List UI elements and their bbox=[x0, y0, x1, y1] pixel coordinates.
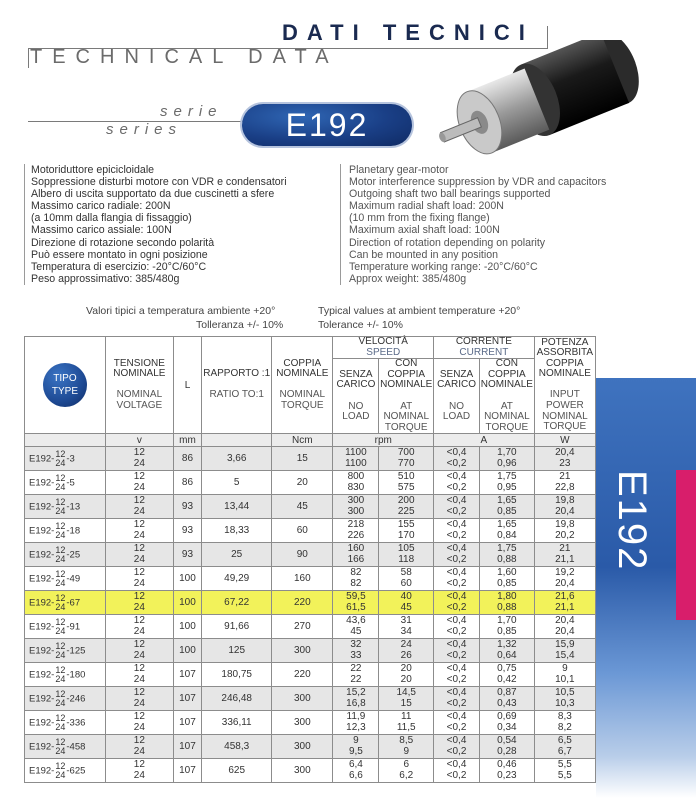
cell-nt_rpm: 40 45 bbox=[379, 591, 434, 615]
cell-nl_rpm: 9 9,5 bbox=[333, 735, 379, 759]
cell-nt_rpm: 11 11,5 bbox=[379, 711, 434, 735]
header-potenza: POTENZA ASSORBITA COPPIA NOMINALE INPUT POWER NOMINAL TORQUE bbox=[534, 337, 595, 434]
header-rapporto: RAPPORTO :1 RATIO TO:1 bbox=[202, 337, 272, 434]
cell-torque: 160 bbox=[272, 567, 333, 591]
cell-model: E192- 12 24 -246 bbox=[25, 687, 106, 711]
cell-ratio: 246,48 bbox=[202, 687, 272, 711]
cell-nt_a: 0,46 0,23 bbox=[480, 759, 535, 783]
specs-italian: Motoriduttore epicicloidale Soppressione disturbi motore con VDR e condensatori Albero di uscita supportato da due cuscinetti a sfere Massimo carico radiale: 200N (a 10mm dalla flangia di fissaggio) Massimo carico assiale: 100N Direzione di rotazione secondo polarità Può essere montato in ogni posizione Temperatura di esercizio: -20°C/60°C Peso approssimativo: 385/480g bbox=[24, 164, 331, 285]
cell-voltage: 12 24 bbox=[105, 735, 173, 759]
cell-voltage: 12 24 bbox=[105, 759, 173, 783]
table-row bbox=[25, 639, 596, 663]
cell-model: E192- 12 24 -180 bbox=[25, 663, 106, 687]
cell-model: E192- 12 24 -125 bbox=[25, 639, 106, 663]
cell-ratio: 3,66 bbox=[202, 447, 272, 471]
cell-nl_rpm: 800 830 bbox=[333, 471, 379, 495]
cell-w: 9 10,1 bbox=[534, 663, 595, 687]
cell-voltage: 12 24 bbox=[105, 471, 173, 495]
cell-nt_a: 0,87 0,43 bbox=[480, 687, 535, 711]
tolerance-en: Tolerance +/- 10% bbox=[318, 319, 403, 331]
cell-nl_a: <0,4 <0,2 bbox=[434, 543, 480, 567]
header-tipo bbox=[25, 337, 106, 434]
cell-nl_a: <0,4 <0,2 bbox=[434, 567, 480, 591]
cell-nt_rpm: 105 118 bbox=[379, 543, 434, 567]
cell-length: 100 bbox=[173, 615, 201, 639]
cell-ratio: 125 bbox=[202, 639, 272, 663]
cell-ratio: 18,33 bbox=[202, 519, 272, 543]
cell-nt_rpm: 20 20 bbox=[379, 663, 434, 687]
cell-nt_rpm: 200 225 bbox=[379, 495, 434, 519]
cell-nt_a: 1,70 0,85 bbox=[480, 615, 535, 639]
header-tensione: TENSIONE NOMINALE NOMINAL VOLTAGE bbox=[105, 337, 173, 434]
unit-a: A bbox=[434, 434, 535, 447]
tipo-badge: TIPO TYPE bbox=[43, 363, 87, 407]
cell-torque: 220 bbox=[272, 591, 333, 615]
cell-nl_rpm: 82 82 bbox=[333, 567, 379, 591]
table-row bbox=[25, 447, 596, 471]
cell-model: E192- 12 24 -49 bbox=[25, 567, 106, 591]
cell-torque: 300 bbox=[272, 687, 333, 711]
unit-v: v bbox=[105, 434, 173, 447]
cell-nl_a: <0,4 <0,2 bbox=[434, 711, 480, 735]
cell-nl_rpm: 300 300 bbox=[333, 495, 379, 519]
cell-nt_a: 1,32 0,64 bbox=[480, 639, 535, 663]
cell-voltage: 12 24 bbox=[105, 591, 173, 615]
cell-torque: 300 bbox=[272, 639, 333, 663]
cell-voltage: 12 24 bbox=[105, 615, 173, 639]
cell-length: 107 bbox=[173, 735, 201, 759]
unit-rpm: rpm bbox=[333, 434, 434, 447]
cell-w: 6,5 6,7 bbox=[534, 735, 595, 759]
cell-nt_a: 0,54 0,28 bbox=[480, 735, 535, 759]
table-row bbox=[25, 495, 596, 519]
cell-nl_rpm: 59,5 61,5 bbox=[333, 591, 379, 615]
title-dati-tecnici: DATI TECNICI bbox=[282, 20, 534, 45]
cell-ratio: 49,29 bbox=[202, 567, 272, 591]
table-row bbox=[25, 711, 596, 735]
header-velocita: VELOCITÀ SPEED bbox=[333, 337, 434, 359]
table-row bbox=[25, 759, 596, 783]
cell-length: 100 bbox=[173, 591, 201, 615]
cell-torque: 270 bbox=[272, 615, 333, 639]
table-row bbox=[25, 615, 596, 639]
cell-length: 107 bbox=[173, 759, 201, 783]
cell-nt_rpm: 58 60 bbox=[379, 567, 434, 591]
tolerance-it: Tolleranza +/- 10% bbox=[196, 319, 284, 331]
header-speed-nominal: CON COPPIA NOMINALE AT NOMINAL TORQUE bbox=[380, 358, 433, 433]
cell-voltage: 12 24 bbox=[105, 687, 173, 711]
cell-nl_a: <0,4 <0,2 bbox=[434, 639, 480, 663]
cell-torque: 60 bbox=[272, 519, 333, 543]
cell-nt_rpm: 8,5 9 bbox=[379, 735, 434, 759]
cell-nt_a: 1,60 0,85 bbox=[480, 567, 535, 591]
cell-nl_a: <0,4 <0,2 bbox=[434, 735, 480, 759]
header-current-nominal: CON COPPIA NOMINALE AT NOMINAL TORQUE bbox=[480, 358, 533, 433]
cell-voltage: 12 24 bbox=[105, 447, 173, 471]
cell-nl_rpm: 22 22 bbox=[333, 663, 379, 687]
cell-torque: 300 bbox=[272, 759, 333, 783]
cell-model: E192- 12 24 -625 bbox=[25, 759, 106, 783]
cell-length: 107 bbox=[173, 711, 201, 735]
cell-w: 20,4 20,4 bbox=[534, 615, 595, 639]
cell-nt_rpm: 155 170 bbox=[379, 519, 434, 543]
cell-nl_rpm: 6,4 6,6 bbox=[333, 759, 379, 783]
gear-motor-image bbox=[420, 40, 680, 180]
cell-nl_rpm: 43,6 45 bbox=[333, 615, 379, 639]
cell-voltage: 12 24 bbox=[105, 567, 173, 591]
cell-voltage: 12 24 bbox=[105, 711, 173, 735]
specs-english: Planetary gear-motor Motor interference suppression by VDR and capacitors Outgoing shaft two ball bearings supported Maximum radial shaft load: 200N (10 mm from the fixing flange) Maximum axial shaft load: 100N Direction of rotation depending on polarity Can be mounted in any position Temperature working range: -20°C/60°C Approx weight: 385/480g bbox=[340, 164, 679, 285]
cell-nt_rpm: 14,5 15 bbox=[379, 687, 434, 711]
table-row bbox=[25, 735, 596, 759]
unit-blank bbox=[25, 434, 106, 447]
cell-torque: 300 bbox=[272, 735, 333, 759]
cell-length: 86 bbox=[173, 471, 201, 495]
cell-ratio: 180,75 bbox=[202, 663, 272, 687]
cell-nl_a: <0,4 <0,2 bbox=[434, 519, 480, 543]
cell-ratio: 458,3 bbox=[202, 735, 272, 759]
cell-nt_a: 0,75 0,42 bbox=[480, 663, 535, 687]
cell-torque: 90 bbox=[272, 543, 333, 567]
cell-length: 100 bbox=[173, 567, 201, 591]
cell-torque: 220 bbox=[272, 663, 333, 687]
cell-w: 21,6 21,1 bbox=[534, 591, 595, 615]
table-row bbox=[25, 591, 596, 615]
cell-torque: 15 bbox=[272, 447, 333, 471]
cell-model: E192- 12 24 -91 bbox=[25, 615, 106, 639]
header-speed-no-load: SENZA CARICO NO LOAD bbox=[333, 359, 379, 434]
unit-w: W bbox=[534, 434, 595, 447]
cell-length: 107 bbox=[173, 687, 201, 711]
side-series-label: E192 bbox=[610, 470, 654, 572]
cell-w: 21 21,1 bbox=[534, 543, 595, 567]
cell-voltage: 12 24 bbox=[105, 519, 173, 543]
cell-length: 93 bbox=[173, 495, 201, 519]
unit-mm: mm bbox=[173, 434, 201, 447]
cell-ratio: 67,22 bbox=[202, 591, 272, 615]
cell-voltage: 12 24 bbox=[105, 663, 173, 687]
cell-w: 8,3 8,2 bbox=[534, 711, 595, 735]
cell-ratio: 13,44 bbox=[202, 495, 272, 519]
table-row bbox=[25, 543, 596, 567]
title-technical-data: TECHNICAL DATA bbox=[30, 46, 339, 68]
cell-voltage: 12 24 bbox=[105, 639, 173, 663]
cell-ratio: 25 bbox=[202, 543, 272, 567]
cell-w: 21 22,8 bbox=[534, 471, 595, 495]
cell-length: 86 bbox=[173, 447, 201, 471]
cell-ratio: 336,11 bbox=[202, 711, 272, 735]
cell-voltage: 12 24 bbox=[105, 543, 173, 567]
cell-nt_a: 1,65 0,84 bbox=[480, 519, 535, 543]
table-row bbox=[25, 567, 596, 591]
cell-voltage: 12 24 bbox=[105, 495, 173, 519]
cell-nl_a: <0,4 <0,2 bbox=[434, 471, 480, 495]
cell-nl_rpm: 11,9 12,3 bbox=[333, 711, 379, 735]
cell-nl_rpm: 1100 1100 bbox=[333, 447, 379, 471]
unit-ratio-blank bbox=[202, 434, 272, 447]
side-accent-bar bbox=[676, 470, 696, 620]
cell-ratio: 625 bbox=[202, 759, 272, 783]
serie-label-it: serie bbox=[160, 103, 223, 120]
cell-ratio: 5 bbox=[202, 471, 272, 495]
cell-model: E192- 12 24 -3 bbox=[25, 447, 106, 471]
cell-nl_a: <0,4 <0,2 bbox=[434, 447, 480, 471]
cell-nt_a: 0,69 0,34 bbox=[480, 711, 535, 735]
serie-label-en: series bbox=[106, 121, 183, 138]
table-row bbox=[25, 663, 596, 687]
header-corrente: CORRENTE CURRENT bbox=[434, 337, 535, 359]
technical-data-table bbox=[24, 336, 596, 783]
cell-torque: 300 bbox=[272, 711, 333, 735]
cell-nt_a: 1,70 0,96 bbox=[480, 447, 535, 471]
cell-w: 19,2 20,4 bbox=[534, 567, 595, 591]
header-current-no-load: SENZA CARICO NO LOAD bbox=[434, 359, 480, 434]
cell-nt_rpm: 31 34 bbox=[379, 615, 434, 639]
cell-length: 93 bbox=[173, 543, 201, 567]
cell-nl_rpm: 160 166 bbox=[333, 543, 379, 567]
series-code-badge: E192 bbox=[242, 104, 412, 146]
cell-model: E192- 12 24 -25 bbox=[25, 543, 106, 567]
cell-nl_rpm: 218 226 bbox=[333, 519, 379, 543]
cell-nl_a: <0,4 <0,2 bbox=[434, 687, 480, 711]
table-row bbox=[25, 519, 596, 543]
cell-torque: 45 bbox=[272, 495, 333, 519]
header-l: L bbox=[173, 337, 201, 434]
cell-w: 19,8 20,4 bbox=[534, 495, 595, 519]
cell-nt_a: 1,80 0,88 bbox=[480, 591, 535, 615]
cell-nt_a: 1,75 0,95 bbox=[480, 471, 535, 495]
table-row bbox=[25, 687, 596, 711]
cell-length: 93 bbox=[173, 519, 201, 543]
cell-nl_a: <0,4 <0,2 bbox=[434, 663, 480, 687]
cell-model: E192- 12 24 -5 bbox=[25, 471, 106, 495]
header-coppia: COPPIA NOMINALE NOMINAL TORQUE bbox=[272, 337, 333, 434]
header-rule-left bbox=[28, 48, 29, 68]
cell-model: E192- 12 24 -458 bbox=[25, 735, 106, 759]
cell-nl_a: <0,4 <0,2 bbox=[434, 495, 480, 519]
cell-model: E192- 12 24 -13 bbox=[25, 495, 106, 519]
cell-w: 10,5 10,3 bbox=[534, 687, 595, 711]
cell-model: E192- 12 24 -67 bbox=[25, 591, 106, 615]
cell-model: E192- 12 24 -336 bbox=[25, 711, 106, 735]
unit-ncm: Ncm bbox=[272, 434, 333, 447]
cell-nl_a: <0,4 <0,2 bbox=[434, 591, 480, 615]
cell-length: 100 bbox=[173, 639, 201, 663]
cell-nt_rpm: 24 26 bbox=[379, 639, 434, 663]
cell-nt_a: 1,75 0,88 bbox=[480, 543, 535, 567]
cell-nl_rpm: 32 33 bbox=[333, 639, 379, 663]
cell-model: E192- 12 24 -18 bbox=[25, 519, 106, 543]
cell-w: 5,5 5,5 bbox=[534, 759, 595, 783]
cell-w: 15,9 15,4 bbox=[534, 639, 595, 663]
typical-values-it: Valori tipici a temperatura ambiente +20° bbox=[86, 305, 276, 317]
cell-nt_rpm: 6 6,2 bbox=[379, 759, 434, 783]
cell-torque: 20 bbox=[272, 471, 333, 495]
cell-nt_a: 1,65 0,85 bbox=[480, 495, 535, 519]
cell-ratio: 91,66 bbox=[202, 615, 272, 639]
cell-nt_rpm: 510 575 bbox=[379, 471, 434, 495]
typical-values-en: Typical values at ambient temperature +20° bbox=[318, 305, 521, 317]
cell-w: 20,4 23 bbox=[534, 447, 595, 471]
cell-nl_a: <0,4 <0,2 bbox=[434, 615, 480, 639]
cell-w: 19,8 20,2 bbox=[534, 519, 595, 543]
cell-nl_rpm: 15,2 16,8 bbox=[333, 687, 379, 711]
cell-nt_rpm: 700 770 bbox=[379, 447, 434, 471]
table-row bbox=[25, 471, 596, 495]
cell-nl_a: <0,4 <0,2 bbox=[434, 759, 480, 783]
cell-length: 107 bbox=[173, 663, 201, 687]
